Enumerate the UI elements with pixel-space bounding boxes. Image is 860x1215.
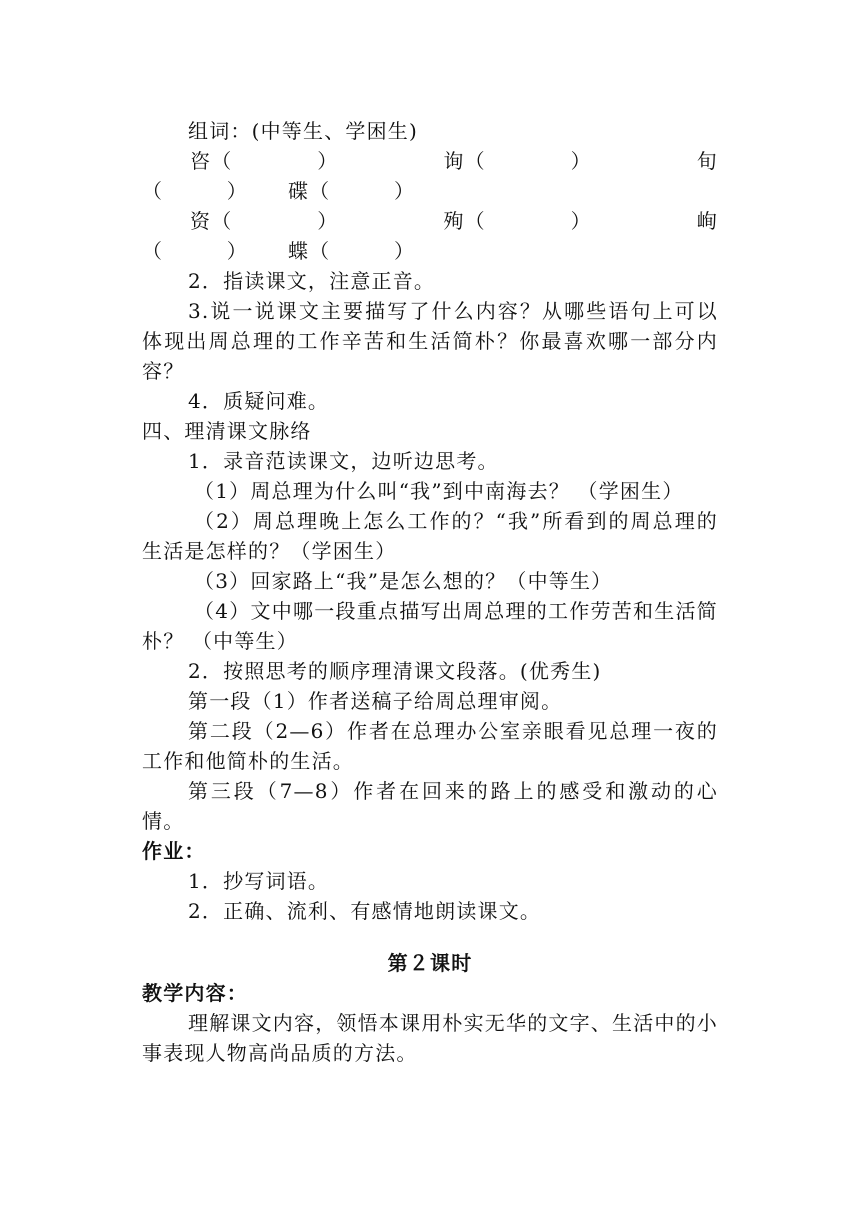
content-body: 理解课文内容，领悟本课用朴实无华的文字、生活中的小事表现人物高尚品质的方法。 <box>142 1011 718 1065</box>
paragraph-2: 第二段（2—6）作者在总理办公室亲眼看见总理一夜的工作和他简朴的生活。 <box>142 719 718 773</box>
homework-item-2: 2．正确、流利、有感情地朗读课文。 <box>188 899 542 923</box>
zuci-item: 峋 <box>696 209 718 233</box>
step-3: 3.说一说课文主要描写了什么内容？从哪些语句上可以体现出周总理的工作辛苦和生活简朴？你最喜欢哪一部分内容？ <box>142 299 718 383</box>
zuci-item: 资（ ） <box>190 209 339 233</box>
section-4-item-2: 2．按照思考的顺序理清课文段落。(优秀生) <box>188 659 602 683</box>
zuci-item: 碟（ ） <box>287 179 416 203</box>
zuci-item: 殉（ ） <box>443 209 592 233</box>
content-heading: 教学内容： <box>142 981 248 1005</box>
zuci-item: 询（ ） <box>443 149 592 173</box>
zuci-row-4 <box>142 236 718 266</box>
document-page <box>142 116 718 1068</box>
question-2: （2）周总理晚上怎么工作的？“我”所看到的周总理的生活是怎样的？（学困生） <box>142 509 718 563</box>
zuci-title: 组词：(中等生、学困生) <box>188 119 419 143</box>
zuci-item: 旬 <box>696 149 718 173</box>
step-2: 2．指读课文，注意正音。 <box>188 269 436 293</box>
section-4-heading: 四、理清课文脉络 <box>142 419 312 443</box>
zuci-row-2 <box>142 176 718 206</box>
section-4-item-1: 1．录音范读课文，边听边思考。 <box>188 449 499 473</box>
zuci-row-1 <box>142 146 718 176</box>
question-3: （3）回家路上“我”是怎么想的？（中等生） <box>194 569 613 593</box>
paragraph-1: 第一段（1）作者送稿子给周总理审阅。 <box>188 689 563 713</box>
homework-heading: 作业： <box>142 839 206 863</box>
zuci-item: 蝶（ ） <box>287 239 416 263</box>
question-4: （4）文中哪一段重点描写出周总理的工作劳苦和生活简朴？ （中等生） <box>142 599 718 653</box>
zuci-item: （ ） <box>142 179 238 203</box>
zuci-row-3 <box>142 206 718 236</box>
lesson-2-title: 第２课时 <box>387 951 473 975</box>
spacer <box>142 926 718 948</box>
zuci-item: （ ） <box>142 239 238 263</box>
zuci-item: 咨（ ） <box>190 149 339 173</box>
paragraph-3: 第三段（7—8）作者在回来的路上的感受和激动的心情。 <box>142 779 718 833</box>
homework-item-1: 1．抄写词语。 <box>188 869 330 893</box>
step-4: 4．质疑问难。 <box>188 389 330 413</box>
question-1: （1）周总理为什么叫“我”到中南海去？ （学困生） <box>194 479 684 503</box>
